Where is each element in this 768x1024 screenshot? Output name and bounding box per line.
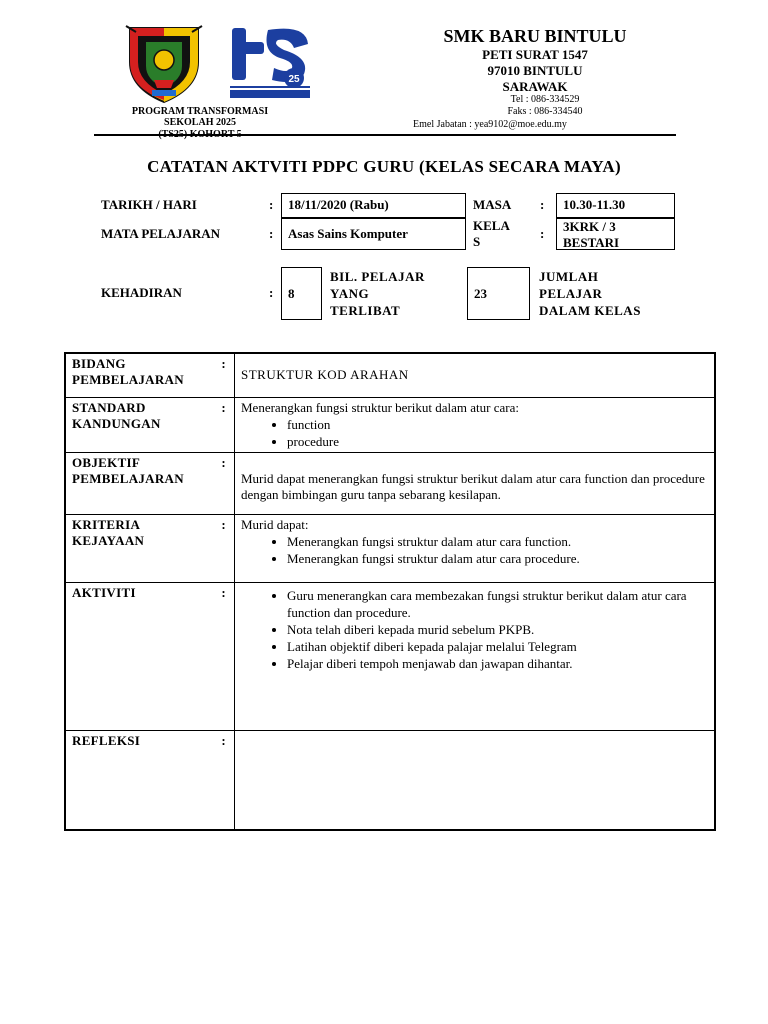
kelas-colon: : — [540, 226, 545, 241]
standard-label-line-2: KANDUNGAN — [72, 415, 161, 431]
table-row-objektif — [65, 452, 715, 514]
jumlah-pelajar-value: 23 — [474, 286, 487, 301]
refleksi-content — [235, 730, 716, 830]
kriteria-label-line-1: KRITERIA — [72, 516, 141, 532]
kriteria-intro: Murid dapat: — [241, 516, 309, 532]
jumlah-pelajar-value-box — [467, 267, 530, 320]
address-line-1: PETI SURAT 1547 — [482, 47, 588, 62]
tarikh-label: TARIKH / HARI — [101, 197, 197, 212]
jumlah-pelajar-label-line-2: PELAJAR — [539, 286, 603, 301]
aktiviti-bullet-2: • Nota telah diberi kepada murid sebelum PKPB. — [287, 621, 708, 638]
aktiviti-label — [65, 582, 235, 730]
masa-value: 10.30-11.30 — [563, 197, 626, 212]
standard-colon: : — [221, 399, 226, 415]
standard-content — [235, 397, 716, 452]
mata-pelajaran-label: MATA PELAJARAN — [101, 226, 221, 241]
email-address: Emel Jabatan : yea9102@moe.edu.my — [413, 119, 567, 130]
header-divider — [94, 134, 676, 136]
refleksi-label — [65, 730, 235, 830]
refleksi-label-line-1: REFLEKSI — [72, 732, 141, 748]
aktiviti-bullet-1: • Guru menerangkan cara membezakan fungsi struktur berikut dalam atur cara function dan procedure. — [287, 587, 708, 621]
aktiviti-bullet-4: • Pelajar diberi tempoh menjawab dan jawapan dihantar. — [287, 655, 708, 672]
standard-bullet-function: • function — [287, 416, 708, 433]
mata-pelajaran-value-box — [281, 218, 466, 250]
kelas-label-line-2: S — [473, 234, 481, 249]
kriteria-colon: : — [221, 516, 226, 532]
aktiviti-bullet-3: • Latihan objektif diberi kepada palajar melalui Telegram — [287, 638, 708, 655]
ts25-logo-number: 25 — [288, 74, 300, 85]
kriteria-content — [235, 514, 716, 582]
table-row-bidang — [65, 353, 715, 397]
tarikh-value: 18/11/2020 (Rabu) — [288, 197, 389, 212]
ts25-logo — [228, 20, 312, 104]
kehadiran-label: KEHADIRAN — [101, 285, 182, 300]
table-row-refleksi — [65, 730, 715, 830]
masa-colon: : — [540, 197, 545, 212]
kelas-value-line-1: 3KRK / 3 — [563, 219, 616, 234]
kriteria-bullet-2: • Menerangkan fungsi struktur dalam atur cara procedure. — [287, 550, 708, 567]
mata-pelajaran-colon: : — [269, 226, 274, 241]
bidang-label — [65, 353, 235, 397]
refleksi-colon: : — [221, 732, 226, 748]
bidang-content: STRUKTUR KOD ARAHAN — [235, 353, 716, 397]
kelas-value-box — [556, 218, 675, 250]
address-line-2: 97010 BINTULU — [487, 63, 583, 78]
program-line-1: PROGRAM TRANSFORMASI — [131, 106, 269, 117]
bidang-colon: : — [221, 356, 226, 371]
aktiviti-content — [235, 582, 716, 730]
masa-value-box — [556, 193, 675, 218]
objektif-label — [65, 452, 235, 514]
objektif-label-line-2: PEMBELAJARAN — [72, 470, 184, 486]
tarikh-colon: : — [269, 197, 274, 212]
bil-pelajar-label-line-3: TERLIBAT — [330, 303, 401, 318]
masa-label: MASA — [473, 197, 512, 212]
faks-number: Faks : 086-334540 — [507, 106, 583, 117]
kehadiran-colon: : — [269, 285, 274, 300]
kriteria-bullet-1: • Menerangkan fungsi struktur dalam atur cara function. — [287, 533, 708, 550]
kelas-label — [473, 218, 510, 250]
bil-pelajar-label-line-2: YANG — [330, 286, 370, 301]
kelas-value-line-2: BESTARI — [563, 235, 620, 250]
bil-pelajar-value-box — [281, 267, 322, 320]
table-row-kriteria — [65, 514, 715, 582]
standard-label — [65, 397, 235, 452]
program-line-3: (TS25) KOHORT 5 — [158, 129, 242, 140]
kelas-label-line-1: KELA — [473, 218, 510, 233]
standard-bullet-procedure: • procedure — [287, 433, 708, 450]
kriteria-label-line-2: KEJAYAAN — [72, 532, 145, 548]
mata-pelajaran-value: Asas Sains Komputer — [288, 226, 408, 241]
objektif-colon: : — [221, 454, 226, 470]
standard-label-line-1: STANDARD — [72, 399, 146, 415]
table-row-standard — [65, 397, 715, 452]
pdpc-record-table — [64, 352, 716, 831]
standard-intro: Menerangkan fungsi struktur berikut dalam atur cara: — [241, 399, 519, 415]
bil-pelajar-label-line-1: BIL. PELAJAR — [330, 269, 425, 284]
program-line-2: SEKOLAH 2025 — [164, 117, 236, 128]
jumlah-pelajar-label-line-1: JUMLAH — [539, 269, 599, 284]
sarawak-crest-logo — [124, 22, 204, 104]
school-name: SMK BARU BINTULU — [443, 26, 627, 46]
bidang-label-line-1: BIDANG — [72, 356, 126, 371]
bidang-label-line-2: PEMBELAJARAN — [72, 372, 184, 387]
kriteria-label — [65, 514, 235, 582]
table-row-aktiviti — [65, 582, 715, 730]
jumlah-pelajar-label-line-3: DALAM KELAS — [539, 303, 641, 318]
address-line-3: SARAWAK — [502, 79, 568, 94]
aktiviti-label-line-1: AKTIVITI — [72, 584, 136, 600]
objektif-content: Murid dapat menerangkan fungsi struktur berikut dalam atur cara function dan procedure dengan bimbingan guru tanpa sebarang kesilapan. — [235, 452, 716, 514]
aktiviti-colon: : — [221, 584, 226, 600]
bil-pelajar-value: 8 — [288, 286, 295, 301]
bil-pelajar-label — [330, 268, 425, 319]
jumlah-pelajar-label — [539, 268, 641, 319]
tarikh-value-box — [281, 193, 466, 218]
page-title: CATATAN AKTVITI PDPC GURU (KELAS SECARA MAYA) — [147, 157, 621, 176]
objektif-label-line-1: OBJEKTIF — [72, 454, 141, 470]
tel-number: Tel : 086-334529 — [510, 94, 580, 105]
